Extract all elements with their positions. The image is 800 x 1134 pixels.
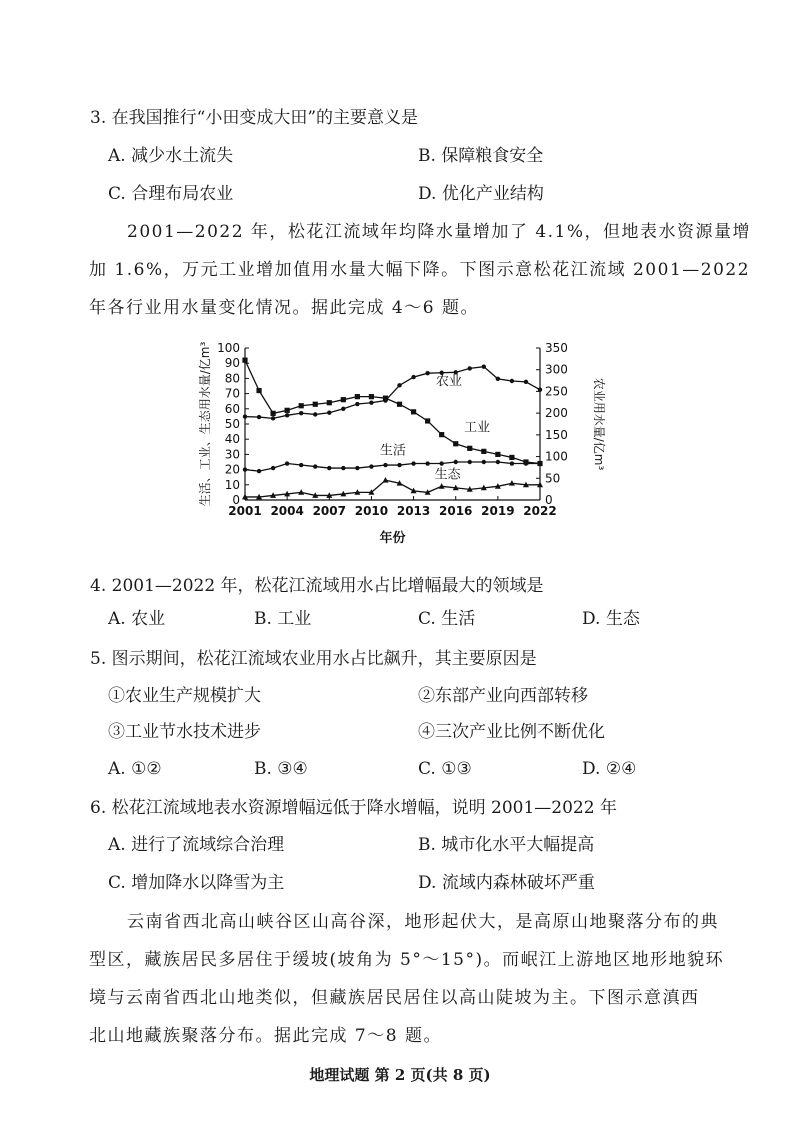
- intro2-line-2: 型区，藏族居民多居住于缓坡(坡角为 5°～15°)。而岷江上游地区地形地貌环: [89, 950, 725, 970]
- left-tick-label: 50: [224, 417, 240, 431]
- q3-option-a: A. 减少水土流失: [108, 146, 234, 166]
- right-tick-label: 350: [545, 341, 568, 355]
- x-tick-label: 2007: [312, 504, 346, 518]
- data-point-domestic: [271, 466, 275, 470]
- q5-option-c: C. ①③: [418, 759, 472, 779]
- data-point-agriculture: [411, 375, 415, 379]
- q4-stem: 4. 2001—2022 年，松花江流域用水占比增幅最大的领域是: [90, 576, 544, 596]
- data-point-domestic: [397, 463, 401, 467]
- data-point-agriculture: [327, 411, 331, 415]
- data-point-domestic: [313, 464, 317, 468]
- right-tick-label: 250: [545, 384, 568, 399]
- data-point-agriculture: [538, 387, 542, 391]
- right-tick-label: 0: [545, 493, 553, 507]
- data-point-agriculture: [271, 416, 275, 420]
- series-label-domestic: 生活: [379, 443, 406, 459]
- data-point-domestic: [299, 463, 303, 467]
- intro1-line-2: 加 1.6%，万元工业增加值用水量大幅下降。下图示意松花江流域 2001—2022: [89, 260, 751, 280]
- x-tick-label: 2019: [481, 504, 515, 518]
- data-point-agriculture: [355, 402, 359, 406]
- q4-option-a: A. 农业: [108, 609, 166, 629]
- data-point-domestic: [369, 464, 373, 468]
- data-point-industry: [313, 402, 318, 407]
- q6-option-b: B. 城市化水平大幅提高: [418, 835, 595, 855]
- left-axis-title: 生活、工业、生态用水量/亿m³: [198, 341, 212, 507]
- q5-item-2: ②东部产业向西部转移: [418, 686, 588, 706]
- data-point-agriculture: [369, 401, 373, 405]
- q6-stem: 6. 松花江流域地表水资源增幅远低于降水增幅，说明 2001—2022 年: [90, 798, 617, 818]
- q5-option-a: A. ①②: [108, 759, 162, 779]
- data-point-domestic: [243, 467, 247, 471]
- q6-option-d: D. 流域内森林破坏严重: [418, 873, 595, 893]
- data-point-ecology: [382, 477, 388, 483]
- data-point-industry: [481, 449, 486, 454]
- series-label-ecology: 生态: [434, 467, 461, 483]
- data-point-agriculture: [299, 411, 303, 415]
- data-point-industry: [383, 396, 388, 401]
- q3-option-b: B. 保障粮食安全: [418, 146, 544, 166]
- data-point-industry: [509, 455, 514, 460]
- data-point-industry: [327, 400, 332, 405]
- right-tick-label: 300: [545, 362, 568, 377]
- x-axis-title: 年份: [379, 531, 406, 546]
- page-footer: 地理试题 第 2 页(共 8 页): [309, 1066, 491, 1084]
- left-tick-label: 90: [224, 356, 240, 371]
- data-point-agriculture: [468, 366, 472, 370]
- data-point-industry: [341, 397, 346, 402]
- data-point-agriculture: [341, 407, 345, 411]
- data-point-agriculture: [510, 379, 514, 383]
- right-axis-title: 农业用水量/亿m³: [592, 377, 606, 471]
- x-tick-label: 2004: [270, 504, 304, 518]
- q4-option-d: D. 生态: [582, 609, 640, 629]
- data-point-domestic: [439, 461, 443, 465]
- q5-item-1: ①农业生产规模扩大: [108, 686, 261, 706]
- q3-option-d: D. 优化产业结构: [418, 184, 544, 204]
- water-use-chart: [195, 330, 615, 560]
- data-point-domestic: [510, 461, 514, 465]
- left-tick-label: 100: [217, 341, 240, 355]
- data-point-domestic: [454, 460, 458, 464]
- q6-option-c: C. 增加降水以降雪为主: [108, 873, 285, 893]
- x-tick-label: 2001: [228, 504, 262, 518]
- data-point-domestic: [425, 461, 429, 465]
- data-point-agriculture: [285, 413, 289, 417]
- data-point-industry: [270, 411, 275, 416]
- left-tick-label: 10: [224, 477, 240, 492]
- q5-option-d: D. ②④: [582, 759, 637, 779]
- left-tick-label: 20: [224, 462, 240, 477]
- left-tick-label: 80: [224, 371, 240, 386]
- data-point-agriculture: [313, 412, 317, 416]
- intro1-line-3: 年各行业用水量变化情况。据此完成 4～6 题。: [89, 298, 479, 318]
- q4-option-c: C. 生活: [418, 609, 476, 629]
- data-point-industry: [467, 446, 472, 451]
- data-point-domestic: [524, 461, 528, 465]
- q6-option-a: A. 进行了流域综合治理: [108, 835, 285, 855]
- x-tick-label: 2016: [439, 504, 473, 518]
- q5-option-b: B. ③④: [254, 759, 308, 779]
- data-point-domestic: [327, 466, 331, 470]
- data-point-agriculture: [257, 415, 261, 419]
- data-point-agriculture: [496, 377, 500, 381]
- data-point-domestic: [285, 461, 289, 465]
- left-tick-label: 40: [224, 432, 240, 447]
- left-tick-label: 30: [224, 447, 240, 462]
- data-point-agriculture: [524, 380, 528, 384]
- data-point-industry: [425, 418, 430, 423]
- data-point-industry: [355, 394, 360, 399]
- data-point-domestic: [355, 466, 359, 470]
- intro2-line-3: 境与云南省西北山地类似，但藏族居民居住以高山陡坡为主。下图示意滇西: [89, 988, 700, 1008]
- data-point-industry: [453, 441, 458, 446]
- right-tick-label: 50: [545, 471, 561, 486]
- data-point-industry: [369, 394, 374, 399]
- right-tick-label: 200: [545, 406, 568, 421]
- data-point-domestic: [411, 461, 415, 465]
- data-point-domestic: [482, 460, 486, 464]
- data-point-domestic: [538, 461, 542, 465]
- data-point-industry: [256, 388, 261, 393]
- data-point-industry: [397, 402, 402, 407]
- data-point-domestic: [496, 460, 500, 464]
- data-point-domestic: [383, 463, 387, 467]
- data-point-agriculture: [482, 364, 486, 368]
- intro1-line-1: 2001—2022 年，松花江流域年均降水量增加了 4.1%，但地表水资源量增: [127, 222, 752, 242]
- intro2-line-4: 北山地藏族聚落分布。据此完成 7～8 题。: [89, 1026, 442, 1046]
- data-point-industry: [242, 358, 247, 363]
- intro2-line-1: 云南省西北高山峡谷区山高谷深，地形起伏大，是高原山地聚落分布的典: [127, 912, 719, 932]
- data-point-industry: [285, 408, 290, 413]
- q5-item-4: ④三次产业比例不断优化: [418, 722, 605, 742]
- data-point-industry: [439, 432, 444, 437]
- q5-stem: 5. 图示期间，松花江流域农业用水占比飙升，其主要原因是: [90, 649, 537, 669]
- data-point-agriculture: [243, 414, 247, 418]
- data-point-agriculture: [425, 371, 429, 375]
- x-tick-label: 2022: [523, 504, 557, 518]
- x-tick-label: 2010: [354, 504, 389, 518]
- left-tick-label: 70: [224, 386, 240, 401]
- right-tick-label: 100: [545, 449, 568, 464]
- q4-option-b: B. 工业: [254, 609, 312, 629]
- x-tick-label: 2013: [396, 504, 431, 518]
- data-point-domestic: [468, 460, 472, 464]
- series-label-industry: 工业: [464, 420, 491, 436]
- q3-option-c: C. 合理布局农业: [108, 184, 234, 204]
- left-tick-label: 60: [224, 401, 240, 416]
- q3-stem: 3. 在我国推行“小田变成大田”的主要意义是: [90, 108, 419, 128]
- data-point-industry: [299, 403, 304, 408]
- q5-item-3: ③工业节水技术进步: [108, 722, 261, 742]
- data-point-domestic: [341, 466, 345, 470]
- data-point-industry: [411, 409, 416, 414]
- data-point-industry: [495, 452, 500, 457]
- data-point-domestic: [257, 469, 261, 473]
- right-tick-label: 150: [545, 427, 568, 442]
- left-tick-label: 0: [232, 493, 240, 507]
- series-label-agriculture: 农业: [436, 373, 463, 389]
- data-point-agriculture: [397, 383, 401, 387]
